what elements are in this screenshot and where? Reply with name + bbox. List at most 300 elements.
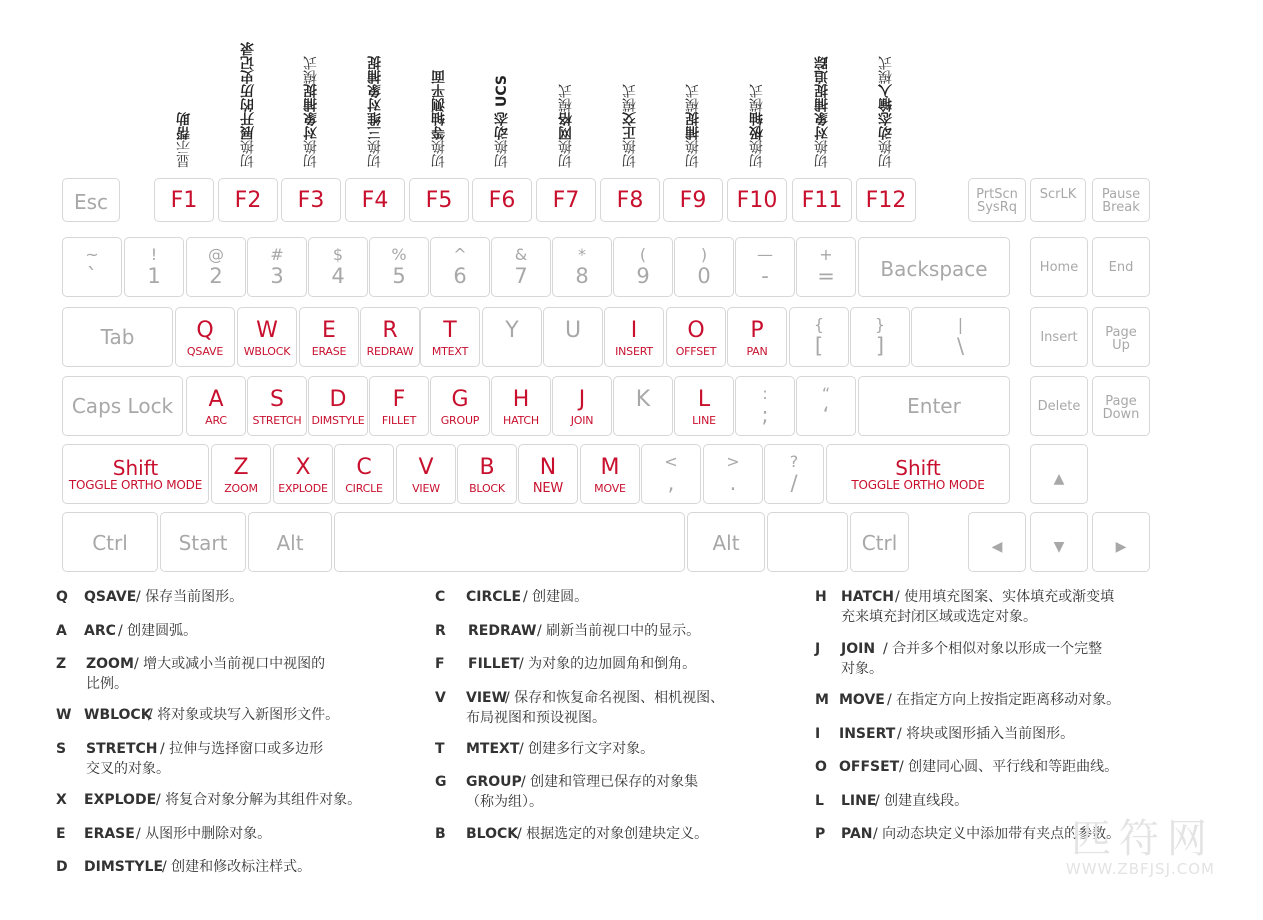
key-command: NEW (532, 481, 564, 496)
key-comma[interactable] (641, 444, 701, 504)
legend-key: V (435, 690, 446, 706)
legend-desc-cont: 比例。 (86, 676, 128, 692)
legend-desc-cont: 对象。 (841, 661, 883, 677)
legend-key: S (56, 741, 67, 757)
key-b[interactable] (457, 444, 517, 504)
key-pause-label: Pause (1101, 187, 1141, 202)
key-equals[interactable] (796, 237, 856, 297)
key-prtscn[interactable] (968, 178, 1026, 222)
arrow-left-icon: ◀ (991, 539, 1003, 555)
key-shift-label: ? (789, 452, 799, 471)
key-4[interactable] (308, 237, 368, 297)
key-f8[interactable] (600, 178, 660, 222)
key-delete[interactable] (1030, 376, 1088, 436)
key-command: LINE (692, 414, 716, 427)
legend-command: VIEW (466, 690, 508, 706)
key-blank[interactable] (767, 512, 848, 572)
key-letter: Q (196, 318, 214, 343)
key-k[interactable] (613, 376, 673, 436)
legend-desc: / 根据选定的对象创建块定义。 (517, 826, 709, 842)
key-7[interactable] (491, 237, 551, 297)
legend-command: JOIN (841, 641, 876, 657)
legend-desc: / 创建直线段。 (875, 793, 969, 809)
key-f11[interactable] (792, 178, 852, 222)
fn-label-f2: 切换展开的历史记录 (240, 42, 256, 168)
key-letter: E (322, 318, 336, 343)
key-alt-left[interactable] (248, 512, 332, 572)
key-letter: O (687, 318, 705, 343)
key-letter: J (578, 387, 586, 412)
key-shift-left[interactable] (62, 444, 209, 504)
key-w[interactable] (237, 307, 297, 367)
fn-label-f11: 切换对象捕捉追踪 (814, 56, 830, 168)
key-letter: G (451, 387, 469, 412)
key-pageup[interactable] (1092, 307, 1150, 367)
key-slash[interactable] (764, 444, 824, 504)
key-f7-label: F7 (552, 188, 580, 213)
key-letter: F (392, 387, 406, 412)
arrow-down-icon: ▼ (1053, 539, 1065, 555)
key-f12-label: F12 (865, 188, 907, 213)
key-alt-label: Alt (276, 531, 304, 555)
key-insert[interactable] (1030, 307, 1088, 367)
key-command: REDRAW (366, 345, 414, 358)
key-label: 4 (331, 264, 345, 288)
legend-desc: / 创建和管理已保存的对象集 (521, 774, 699, 790)
legend-desc-cont: （称为组）。 (466, 794, 543, 810)
key-shift-label: ) (700, 245, 708, 264)
key-t[interactable] (420, 307, 480, 367)
key-capslock[interactable] (62, 376, 183, 436)
key-pause[interactable] (1092, 178, 1150, 222)
key-arrow-up[interactable] (1030, 444, 1088, 504)
key-shift-label: Shift (895, 456, 941, 480)
key-letter: B (479, 455, 495, 480)
legend-command: DIMSTYLE (84, 859, 164, 875)
legend-key: X (56, 792, 67, 808)
legend-key: P (815, 826, 826, 842)
key-p[interactable] (727, 307, 787, 367)
key-backspace-label: Backspace (880, 257, 988, 281)
key-label: ; (761, 403, 769, 427)
key-alt-right[interactable] (687, 512, 765, 572)
key-command: MTEXT (431, 345, 469, 358)
fn-label-f6: 切换动态 UCS (494, 75, 510, 168)
key-a[interactable] (186, 376, 246, 436)
key-home[interactable] (1030, 237, 1088, 297)
key-n[interactable] (518, 444, 578, 504)
legend-command: LINE (841, 793, 877, 809)
legend-desc: / 拉伸与选择窗口或多边形 (160, 741, 324, 757)
key-z[interactable] (211, 444, 271, 504)
key-command: TOGGLE ORTHO MODE (68, 478, 203, 492)
key-insert-label: Insert (1040, 330, 1078, 345)
key-command: CIRCLE (345, 482, 383, 495)
key-start[interactable] (160, 512, 246, 572)
key-letter: L (697, 387, 711, 412)
key-backslash[interactable] (911, 307, 1010, 367)
key-g[interactable] (430, 376, 490, 436)
legend-desc: / 增大或减小当前视口中视图的 (134, 656, 326, 672)
key-shift-label: > (726, 452, 740, 471)
key-l[interactable] (674, 376, 734, 436)
key-j[interactable] (552, 376, 612, 436)
key-shift-label: : (762, 384, 768, 403)
key-enter-label: Enter (907, 394, 961, 418)
key-scrlk[interactable] (1030, 178, 1086, 222)
key-command: INSERT (615, 345, 653, 358)
key-2[interactable] (186, 237, 246, 297)
key-shift-label: * (578, 245, 586, 264)
key-f1[interactable] (154, 178, 214, 222)
key-letter: U (564, 318, 582, 343)
key-minus[interactable] (735, 237, 795, 297)
key-f10-label: F10 (736, 188, 778, 213)
key-ctrl-left[interactable] (62, 512, 158, 572)
legend-command: MTEXT (466, 741, 520, 757)
key-v[interactable] (396, 444, 456, 504)
key-tab[interactable] (62, 307, 173, 367)
key-shift-label: — (757, 245, 773, 264)
legend-command: GROUP (466, 774, 522, 790)
key-label: 0 (697, 264, 711, 288)
key-break-label: Break (1102, 200, 1140, 215)
key-arrow-right[interactable] (1092, 512, 1150, 572)
key-x[interactable] (273, 444, 333, 504)
key-f7[interactable] (536, 178, 596, 222)
legend-command: ERASE (84, 826, 135, 842)
legend-desc: / 保存当前图形。 (136, 589, 244, 605)
key-space[interactable] (334, 512, 685, 572)
key-q[interactable] (175, 307, 235, 367)
arrow-right-icon: ▶ (1115, 539, 1127, 555)
key-shift-label: “ (821, 384, 831, 403)
key-f[interactable] (369, 376, 429, 436)
legend-desc: / 创建多行文字对象。 (519, 741, 655, 757)
legend-desc: / 刷新当前视口中的显示。 (537, 623, 701, 639)
key-command: DIMSTYLE (311, 414, 365, 427)
key-shift-label: @ (208, 245, 224, 264)
key-esc[interactable] (62, 178, 120, 222)
key-page-label: Page (1105, 394, 1137, 409)
key-shift-label: $ (332, 245, 344, 264)
key-f2[interactable] (218, 178, 278, 222)
key-right-bracket[interactable] (850, 307, 910, 367)
key-f4[interactable] (345, 178, 405, 222)
key-command: JOIN (570, 414, 594, 427)
key-f3-label: F3 (297, 188, 325, 213)
key-pagedown[interactable] (1092, 376, 1150, 436)
legend-command: REDRAW (468, 623, 537, 639)
legend-key: Z (56, 656, 67, 672)
key-shift-label: & (514, 245, 528, 264)
legend-key: F (435, 656, 445, 672)
legend-command: WBLOCK (84, 707, 152, 723)
key-start-label: Start (178, 531, 228, 555)
key-command: WBLOCK (243, 345, 291, 358)
legend-command: BLOCK (466, 826, 519, 842)
key-command: BLOCK (469, 482, 505, 495)
legend-desc: / 创建圆弧。 (118, 623, 198, 639)
legend-command: ARC (84, 623, 116, 639)
key-letter: K (635, 387, 651, 412)
key-shift-label: # (270, 245, 284, 264)
key-letter: R (382, 318, 398, 343)
key-label: - (761, 264, 769, 288)
key-label: . (729, 471, 737, 495)
key-letter: T (443, 318, 457, 343)
fn-label-f4: 切换三维对象捕捉 (367, 56, 383, 168)
key-6[interactable] (430, 237, 490, 297)
watermark-url: WWW.ZBFJSJ.COM (1065, 860, 1215, 878)
key-f2-label: F2 (234, 188, 262, 213)
key-period[interactable] (703, 444, 763, 504)
key-o[interactable] (666, 307, 726, 367)
legend-command: ZOOM (86, 656, 134, 672)
watermark (1066, 818, 1215, 878)
legend-command: CIRCLE (466, 589, 522, 605)
key-alt-label: Alt (712, 531, 740, 555)
key-end[interactable] (1092, 237, 1150, 297)
legend-desc: / 从图形中删除对象。 (136, 826, 272, 842)
key-f9[interactable] (663, 178, 723, 222)
key-9[interactable] (613, 237, 673, 297)
key-label: = (817, 264, 835, 288)
legend-command: EXPLODE (84, 792, 157, 808)
key-sysrq-label: SysRq (976, 200, 1017, 215)
key-down-label: Down (1102, 407, 1140, 422)
key-arrow-down[interactable] (1030, 512, 1088, 572)
key-label: ‘ (822, 403, 830, 427)
key-command: HATCH (503, 414, 539, 427)
legend-key: H (815, 589, 827, 605)
key-backtick[interactable] (62, 237, 122, 297)
legend-desc: / 将复合对象分解为其组件对象。 (156, 792, 362, 808)
key-command: GROUP (440, 414, 480, 427)
legend-desc-cont: 交叉的对象。 (86, 761, 170, 777)
key-arrow-left[interactable] (968, 512, 1026, 572)
key-label: ` (86, 264, 98, 288)
legend-command: PAN (841, 826, 873, 842)
legend-key: T (435, 741, 445, 757)
key-0[interactable] (674, 237, 734, 297)
key-letter: V (418, 455, 434, 480)
key-label: 5 (392, 264, 406, 288)
key-command: TOGGLE ORTHO MODE (851, 478, 985, 492)
key-y[interactable] (482, 307, 542, 367)
key-d[interactable] (308, 376, 368, 436)
legend-desc: / 创建圆。 (523, 589, 589, 605)
key-s[interactable] (247, 376, 307, 436)
legend-key: C (435, 589, 446, 605)
watermark-title: 匹符网 (1071, 816, 1215, 862)
key-shift-label: ! (150, 245, 158, 264)
legend-desc: / 创建和修改标注样式。 (162, 859, 312, 875)
key-r[interactable] (360, 307, 420, 367)
key-ctrl-right[interactable] (850, 512, 909, 572)
key-command: QSAVE (186, 345, 224, 358)
key-label: / (790, 471, 798, 495)
key-f3[interactable] (281, 178, 341, 222)
key-page-label: Page (1105, 325, 1137, 340)
key-letter: N (539, 455, 557, 480)
key-ctrl-label: Ctrl (92, 531, 128, 555)
key-u[interactable] (543, 307, 603, 367)
legend-key: B (435, 826, 446, 842)
key-backspace[interactable] (858, 237, 1010, 297)
key-label: 1 (147, 264, 161, 288)
key-letter: H (512, 387, 530, 412)
key-left-bracket[interactable] (789, 307, 849, 367)
key-label: 3 (270, 264, 284, 288)
key-e[interactable] (299, 307, 359, 367)
legend-command: QSAVE (84, 589, 137, 605)
key-command: MOVE (594, 482, 626, 495)
key-shift-label: % (391, 245, 407, 264)
key-command: STRETCH (252, 414, 302, 427)
key-letter: D (329, 387, 347, 412)
key-f9-label: F9 (679, 188, 707, 213)
key-letter: Z (233, 455, 249, 480)
key-command: OFFSET (675, 345, 717, 358)
key-f12[interactable] (856, 178, 916, 222)
key-letter: I (630, 318, 638, 343)
legend-desc-cont: 布局视图和预设视图。 (466, 710, 606, 726)
key-label: \ (956, 334, 965, 358)
key-command: VIEW (412, 482, 440, 495)
fn-label-f3: 切换对象捕捉模式 (303, 56, 319, 168)
key-shift-label: ^ (453, 245, 467, 264)
legend-desc: / 合并多个相似对象以形成一个完整 (883, 641, 1103, 657)
key-shift-label: ~ (85, 245, 99, 264)
key-letter: S (270, 387, 284, 412)
key-f6[interactable] (472, 178, 532, 222)
key-command: ZOOM (224, 482, 258, 495)
key-semicolon[interactable] (735, 376, 795, 436)
key-letter: P (750, 318, 764, 343)
legend-key: Q (56, 589, 68, 605)
legend-key: R (435, 623, 446, 639)
fn-label-f9: 切换捕捉模式 (685, 84, 701, 168)
key-8[interactable] (552, 237, 612, 297)
key-command: EXPLODE (278, 482, 328, 495)
legend-command: MOVE (839, 692, 885, 708)
legend-key: I (815, 726, 821, 742)
legend-desc: / 在指定方向上按指定距离移动对象。 (887, 692, 1121, 708)
key-3[interactable] (247, 237, 307, 297)
key-letter: Y (505, 318, 519, 343)
key-shift-label: Shift (112, 456, 159, 480)
legend-key: G (435, 774, 447, 790)
arrow-up-icon: ▲ (1053, 471, 1065, 487)
legend-command: OFFSET (839, 759, 900, 775)
legend-command: STRETCH (86, 741, 158, 757)
legend-key: M (815, 692, 829, 708)
key-delete-label: Delete (1037, 399, 1081, 414)
key-1[interactable] (124, 237, 184, 297)
key-letter: M (600, 455, 620, 480)
key-shift-label: { (813, 315, 825, 334)
key-f5-label: F5 (425, 188, 453, 213)
key-letter: A (208, 387, 224, 412)
key-label: 6 (453, 264, 467, 288)
legend-desc: / 为对象的边加圆角和倒角。 (519, 656, 697, 672)
key-tab-label: Tab (100, 325, 135, 349)
legend-key: J (815, 641, 821, 657)
legend-command: HATCH (841, 589, 895, 605)
legend-key: L (815, 793, 824, 809)
legend-desc: / 使用填充图案、实体填充或渐变填 (895, 589, 1115, 605)
key-f1-label: F1 (170, 188, 198, 213)
key-command: ARC (205, 414, 227, 427)
key-command: FILLET (381, 414, 417, 427)
legend-key: W (56, 707, 72, 723)
key-label: 7 (514, 264, 528, 288)
key-up-label: Up (1112, 338, 1130, 353)
legend-desc: / 向动态块定义中添加带有夹点的参数。 (873, 826, 1121, 842)
key-shift-label: ( (639, 245, 647, 264)
legend-command: INSERT (839, 726, 896, 742)
key-command: PAN (746, 345, 768, 358)
legend-key: A (56, 623, 67, 639)
key-f6-label: F6 (488, 188, 516, 213)
key-label: [ (814, 334, 824, 358)
legend-desc: / 创建同心圆、平行线和等距曲线。 (899, 759, 1119, 775)
key-label: , (667, 471, 675, 495)
legend-desc: / 将对象或块写入新图形文件。 (148, 707, 340, 723)
key-ctrl-label: Ctrl (861, 531, 898, 555)
key-f5[interactable] (409, 178, 469, 222)
legend-desc-cont: 充来填充封闭区域或选定对象。 (841, 609, 1037, 625)
key-prtscn-label: PrtScn (976, 187, 1018, 202)
legend-key: D (56, 859, 68, 875)
key-h[interactable] (491, 376, 551, 436)
key-enter[interactable] (858, 376, 1010, 436)
legend-desc: / 将块或图形插入当前图形。 (897, 726, 1075, 742)
legend-key: O (815, 759, 827, 775)
fn-label-f5: 切换等轴测平面 (431, 70, 447, 168)
key-quote[interactable] (796, 376, 856, 436)
key-m[interactable] (580, 444, 640, 504)
key-f4-label: F4 (361, 188, 389, 213)
fn-label-f10: 切换极轴模式 (749, 84, 765, 168)
key-scrlk-label: ScrLK (1039, 187, 1077, 202)
fn-label-f12: 切换动态输入模式 (878, 56, 894, 168)
key-f8-label: F8 (616, 188, 644, 213)
legend-key: E (56, 826, 66, 842)
key-end-label: End (1108, 260, 1134, 275)
key-letter: W (256, 318, 278, 343)
key-f11-label: F11 (801, 188, 843, 213)
key-letter: C (356, 455, 372, 480)
key-i[interactable] (604, 307, 664, 367)
key-label: 2 (209, 264, 223, 288)
key-esc-label: Esc (73, 190, 109, 214)
legend-command: FILLET (468, 656, 520, 672)
key-f10[interactable] (727, 178, 787, 222)
legend-desc: / 保存和恢复命名视图、相机视图、 (505, 690, 725, 706)
key-shift-label: + (819, 245, 833, 264)
key-label: 9 (636, 264, 650, 288)
key-c[interactable] (334, 444, 394, 504)
key-label: ] (875, 334, 885, 358)
fn-label-f7: 切换网格模式 (558, 84, 574, 168)
fn-label-f1: 显示帮助 (176, 112, 192, 168)
key-letter: X (295, 455, 311, 480)
key-shift-label: < (664, 452, 678, 471)
key-5[interactable] (369, 237, 429, 297)
key-shift-right[interactable] (826, 444, 1010, 504)
